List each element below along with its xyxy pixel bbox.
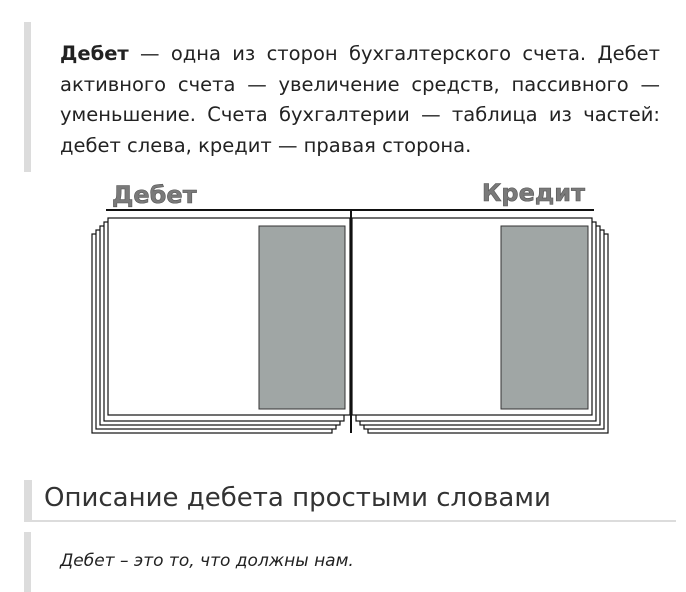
intro-text: — одна из сторон бухгалтерского счета. Дебет активного счета — увеличение средств, пассивного — уменьшение. Счета бухгалтерии — таблица из частей: дебет слева, кредит — правая сторона. bbox=[60, 42, 660, 157]
t-account-diagram bbox=[80, 179, 620, 441]
debit-label: Дебет bbox=[112, 181, 197, 209]
t-account-svg bbox=[80, 179, 620, 441]
debit-column bbox=[259, 226, 345, 409]
intro-paragraph bbox=[60, 39, 660, 161]
credit-column bbox=[501, 226, 588, 409]
intro-term: Дебет bbox=[60, 42, 129, 65]
intro-quote bbox=[24, 22, 664, 172]
section-heading-block bbox=[24, 480, 676, 522]
section-heading: Описание дебета простыми словами bbox=[44, 483, 551, 513]
definition-text: Дебет – это то, что должны нам. bbox=[60, 551, 354, 571]
credit-label: Кредит bbox=[481, 179, 585, 207]
definition-note bbox=[24, 532, 664, 592]
